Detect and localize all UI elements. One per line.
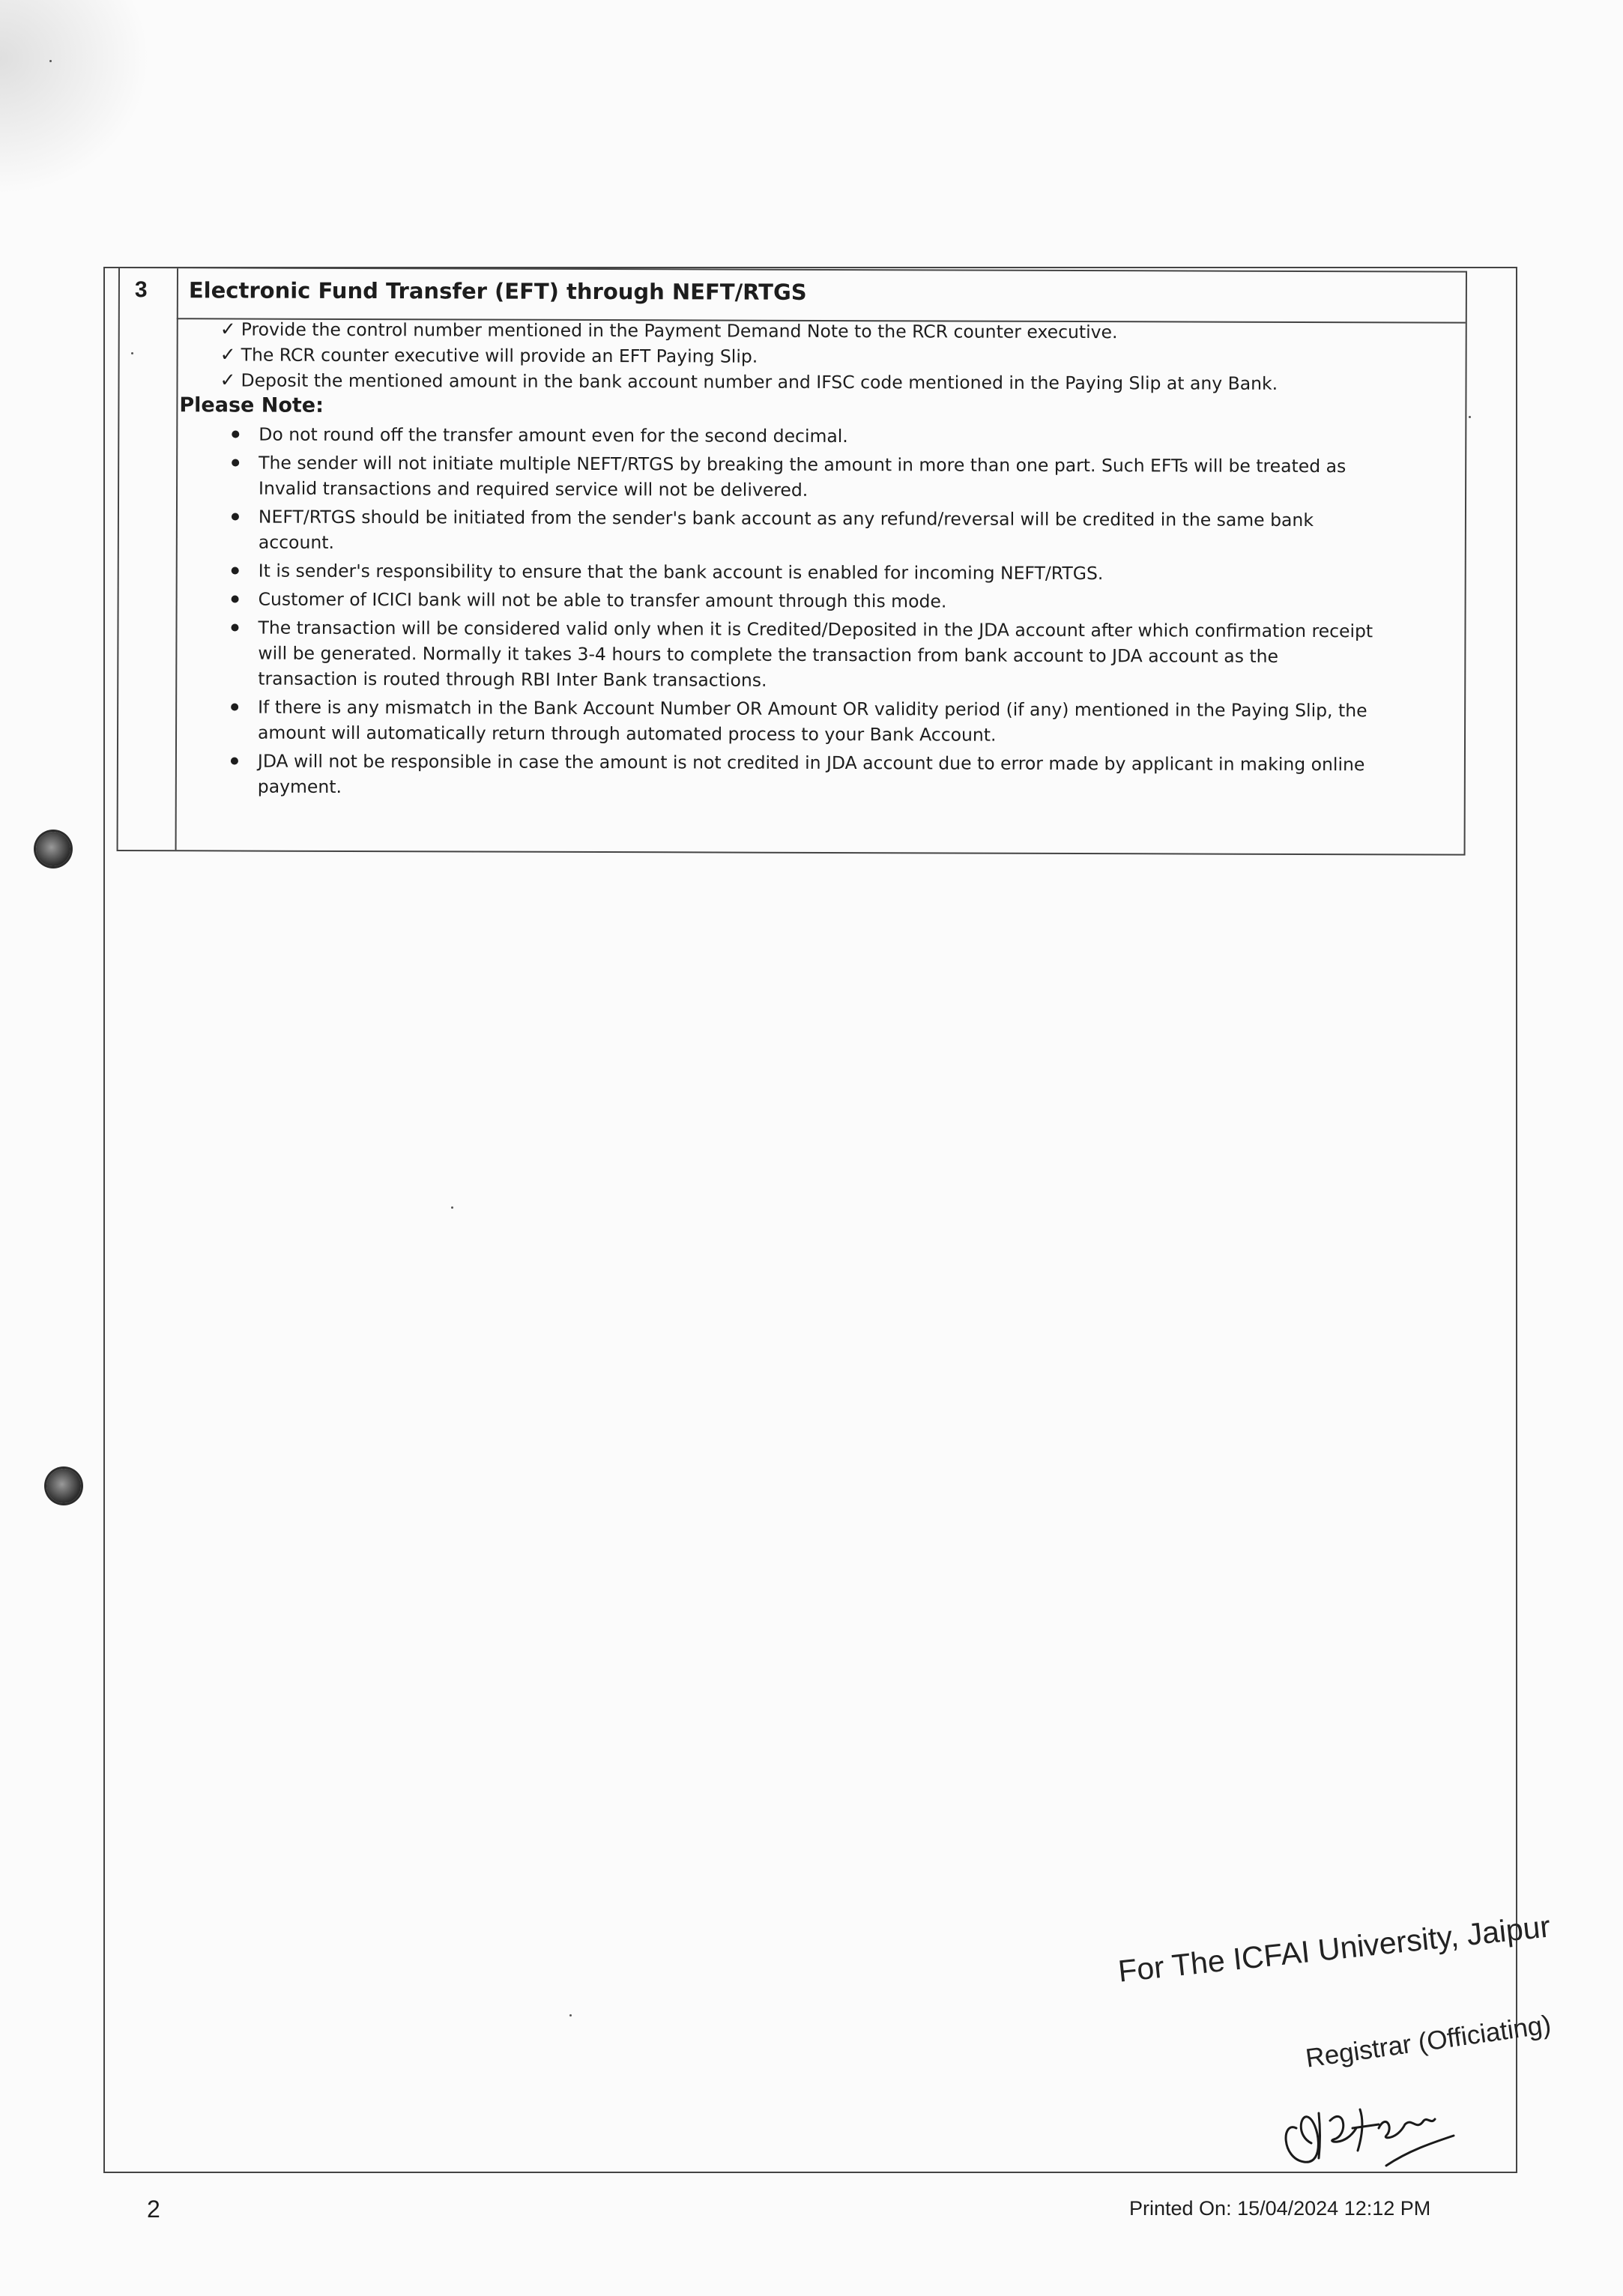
section-content [178, 316, 1376, 806]
step-item [220, 316, 1376, 345]
note-item [231, 748, 1374, 803]
punch-hole-bottom [46, 1469, 81, 1503]
stamp-university-line: For The ICFAI University, Jaipur [1116, 1909, 1553, 1989]
bullet-dot-icon [231, 757, 238, 764]
scan-smudge [0, 0, 150, 195]
step-text: Provide the control number mentioned in the Payment Demand Note to the RCR counter executive. [241, 318, 1118, 343]
note-text: NEFT/RTGS should be initiated from the sender's bank account as any refund/reversal will be credited in the same bank account. [258, 506, 1314, 553]
note-text: It is sender's responsibility to ensure that the bank account is enabled for incoming NEFT/RTGS. [258, 560, 1104, 584]
note-text: JDA will not be responsible in case the amount is not credited in JDA account due to error made by applicant in making online payment. [257, 750, 1365, 797]
stamp-registrar-line: Registrar (Officiating) [1304, 2010, 1553, 2073]
check-icon: ✓ [220, 343, 236, 366]
note-item [232, 450, 1375, 504]
note-item [232, 586, 1375, 615]
step-text: The RCR counter executive will provide an EFT Paying Slip. [241, 344, 758, 367]
step-item [220, 342, 1376, 371]
bullet-dot-icon [231, 703, 238, 710]
note-item [231, 694, 1374, 749]
scan-speck [131, 352, 133, 354]
scan-speck [451, 1206, 453, 1209]
step-item [220, 367, 1375, 396]
note-item [231, 614, 1374, 695]
printed-on-timestamp: Printed On: 15/04/2024 12:12 PM [1129, 2197, 1431, 2220]
note-text: The sender will not initiate multiple NEFT/RTGS by breaking the amount in more than one part. Such EFTs will be treated as Invalid transactions and required service will not be delivered. [259, 452, 1347, 501]
check-icon: ✓ [220, 369, 236, 391]
note-item [232, 558, 1375, 587]
please-note-heading: Please Note: [179, 393, 324, 417]
bullet-dot-icon [232, 459, 239, 466]
note-item [232, 421, 1375, 450]
section-title: Electronic Fund Transfer (EFT) through NEFT/RTGS [188, 277, 807, 305]
bullet-dot-icon [232, 513, 239, 520]
scan-speck [569, 2014, 572, 2016]
section-number: 3 [134, 277, 148, 303]
eft-section-table [117, 267, 1467, 856]
note-text: If there is any mismatch in the Bank Account Number OR Amount OR validity period (if any) mentioned in the Paying Slip, the amount will automatically return through automated process to your Bank Account. [258, 696, 1367, 746]
note-item [232, 504, 1375, 558]
bullet-dot-icon [232, 595, 239, 602]
punch-hole-top [36, 832, 70, 866]
handwritten-signature [1274, 2076, 1484, 2181]
scan-speck [49, 60, 52, 62]
bullet-dot-icon [231, 623, 238, 631]
scan-speck [1469, 416, 1471, 418]
note-text: The transaction will be considered valid only when it is Credited/Deposited in the JDA account after which confirmation receipt will be generated. Normally it takes 3-4 hours to complete the transaction from bank account to JDA account as the transaction is routed through RBI Inter Bank transactions. [258, 617, 1373, 691]
notes-list [178, 421, 1376, 803]
note-text: Do not round off the transfer amount even for the second decimal. [259, 423, 848, 447]
steps-list [179, 316, 1375, 396]
page-number: 2 [147, 2196, 160, 2223]
bullet-dot-icon [232, 430, 239, 438]
check-icon: ✓ [220, 318, 236, 340]
step-text: Deposit the mentioned amount in the bank account number and IFSC code mentioned in the Paying Slip at any Bank. [241, 369, 1278, 394]
bullet-dot-icon [232, 567, 239, 574]
note-text: Customer of ICICI bank will not be able to transfer amount through this mode. [258, 588, 947, 612]
